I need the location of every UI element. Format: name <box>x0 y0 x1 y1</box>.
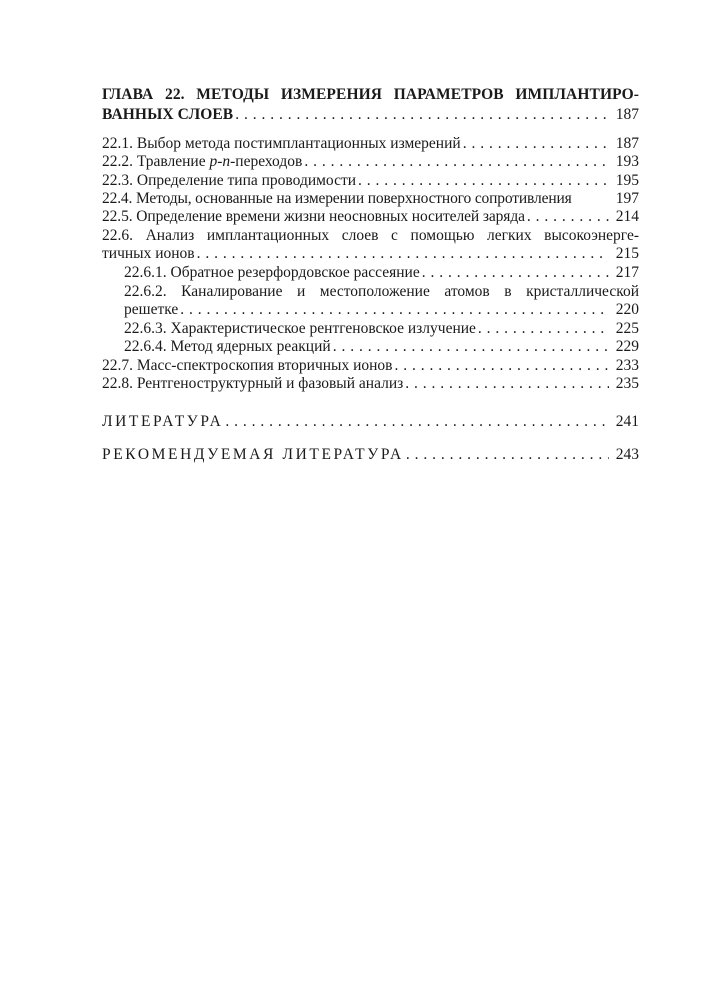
entry-title-line2: решетке <box>124 301 179 318</box>
dot-leader <box>405 375 609 393</box>
chapter-title-line2: ВАННЫХ СЛОЕВ <box>102 106 234 123</box>
entry-title-post: -переходов <box>230 153 303 170</box>
toc-entry-22-3 <box>102 172 639 190</box>
entry-title: 22.6.3. Характеристическое рентгеновское излучение <box>124 320 476 337</box>
dot-leader <box>180 301 609 319</box>
toc-entry-22-1 <box>102 135 639 153</box>
toc-entry-22-6 <box>102 245 639 263</box>
entry-title-line2: тичных ионов <box>102 245 195 262</box>
page-number: 220 <box>615 301 639 318</box>
entry-title: 22.6.4. Метод ядерных реакций <box>124 338 331 355</box>
page-number: 241 <box>615 413 639 430</box>
entry-title: 22.6.1. Обратное резерфордовское рассеяние <box>124 264 420 281</box>
entry-title-pre: 22.2. Травление <box>102 153 210 170</box>
toc-entry-22-4 <box>102 190 639 208</box>
toc-entry-22-5 <box>102 208 639 226</box>
entry-title: 22.1. Выбор метода постимплантационных измерений <box>102 135 461 152</box>
page-number: 235 <box>615 375 639 392</box>
toc-entry-22-6-1 <box>124 264 639 282</box>
toc-entry-22-7 <box>102 357 639 375</box>
dot-leader <box>422 264 609 282</box>
dot-leader <box>527 208 609 226</box>
entry-title-italic: p-n <box>209 153 231 170</box>
chapter-entry <box>102 106 639 124</box>
page-number: 187 <box>615 106 639 123</box>
page-number: 195 <box>615 172 639 189</box>
toc-entry-recommended-literature <box>102 446 639 464</box>
page-number: 229 <box>615 338 639 355</box>
literature-title: ЛИТЕРАТУРА <box>102 413 224 430</box>
page-number: 243 <box>615 446 639 463</box>
dot-leader <box>478 320 609 338</box>
page-number: 215 <box>615 245 639 262</box>
chapter-title-line1: ГЛАВА 22. МЕТОДЫ ИЗМЕРЕНИЯ ПАРАМЕТРОВ ИМПЛАНТИРО- <box>102 86 639 103</box>
entry-title: 22.4. Методы, основанные на измерении поверхностного сопротивления <box>102 190 572 207</box>
recommended-literature-title: РЕКОМЕНДУЕМАЯ ЛИТЕРАТУРА <box>102 446 404 463</box>
entry-title: 22.3. Определение типа проводимости <box>102 172 357 189</box>
dot-leader <box>395 357 610 375</box>
dot-leader <box>304 153 609 171</box>
dot-leader <box>358 172 609 190</box>
toc-entry-22-6-3 <box>124 320 639 338</box>
page-number: 197 <box>615 190 639 207</box>
toc-entry-literature <box>102 413 639 431</box>
entry-title <box>102 153 302 171</box>
page-number: 217 <box>615 264 639 281</box>
page-number: 233 <box>615 357 639 374</box>
dot-leader <box>463 135 609 153</box>
entry-title: 22.5. Определение времени жизни неосновных носителей заряда <box>102 208 525 225</box>
toc-entry-22-8 <box>102 375 639 393</box>
dot-leader <box>333 338 609 356</box>
page-number: 187 <box>615 135 639 152</box>
dot-leader <box>235 106 609 124</box>
toc-entry-22-6-2 <box>124 301 639 319</box>
page-number: 214 <box>615 208 639 225</box>
toc-entry-22-6-2-line1: 22.6.2. Каналирование и местоположение атомов в кристаллической <box>124 283 639 300</box>
dot-leader <box>197 245 609 263</box>
toc-entry-22-6-line1: 22.6. Анализ имплантационных слоев с помощью легких высокоэнерге- <box>102 227 639 244</box>
toc-entry-22-2 <box>102 153 639 171</box>
page-number: 225 <box>615 320 639 337</box>
dot-leader <box>225 413 609 431</box>
entry-title: 22.8. Рентгеноструктурный и фазовый анализ <box>102 375 404 392</box>
entry-title: 22.7. Масс-спектроскопия вторичных ионов <box>102 357 393 374</box>
toc-entry-22-6-4 <box>124 338 639 356</box>
page-number: 193 <box>615 153 639 170</box>
dot-leader <box>406 446 609 464</box>
